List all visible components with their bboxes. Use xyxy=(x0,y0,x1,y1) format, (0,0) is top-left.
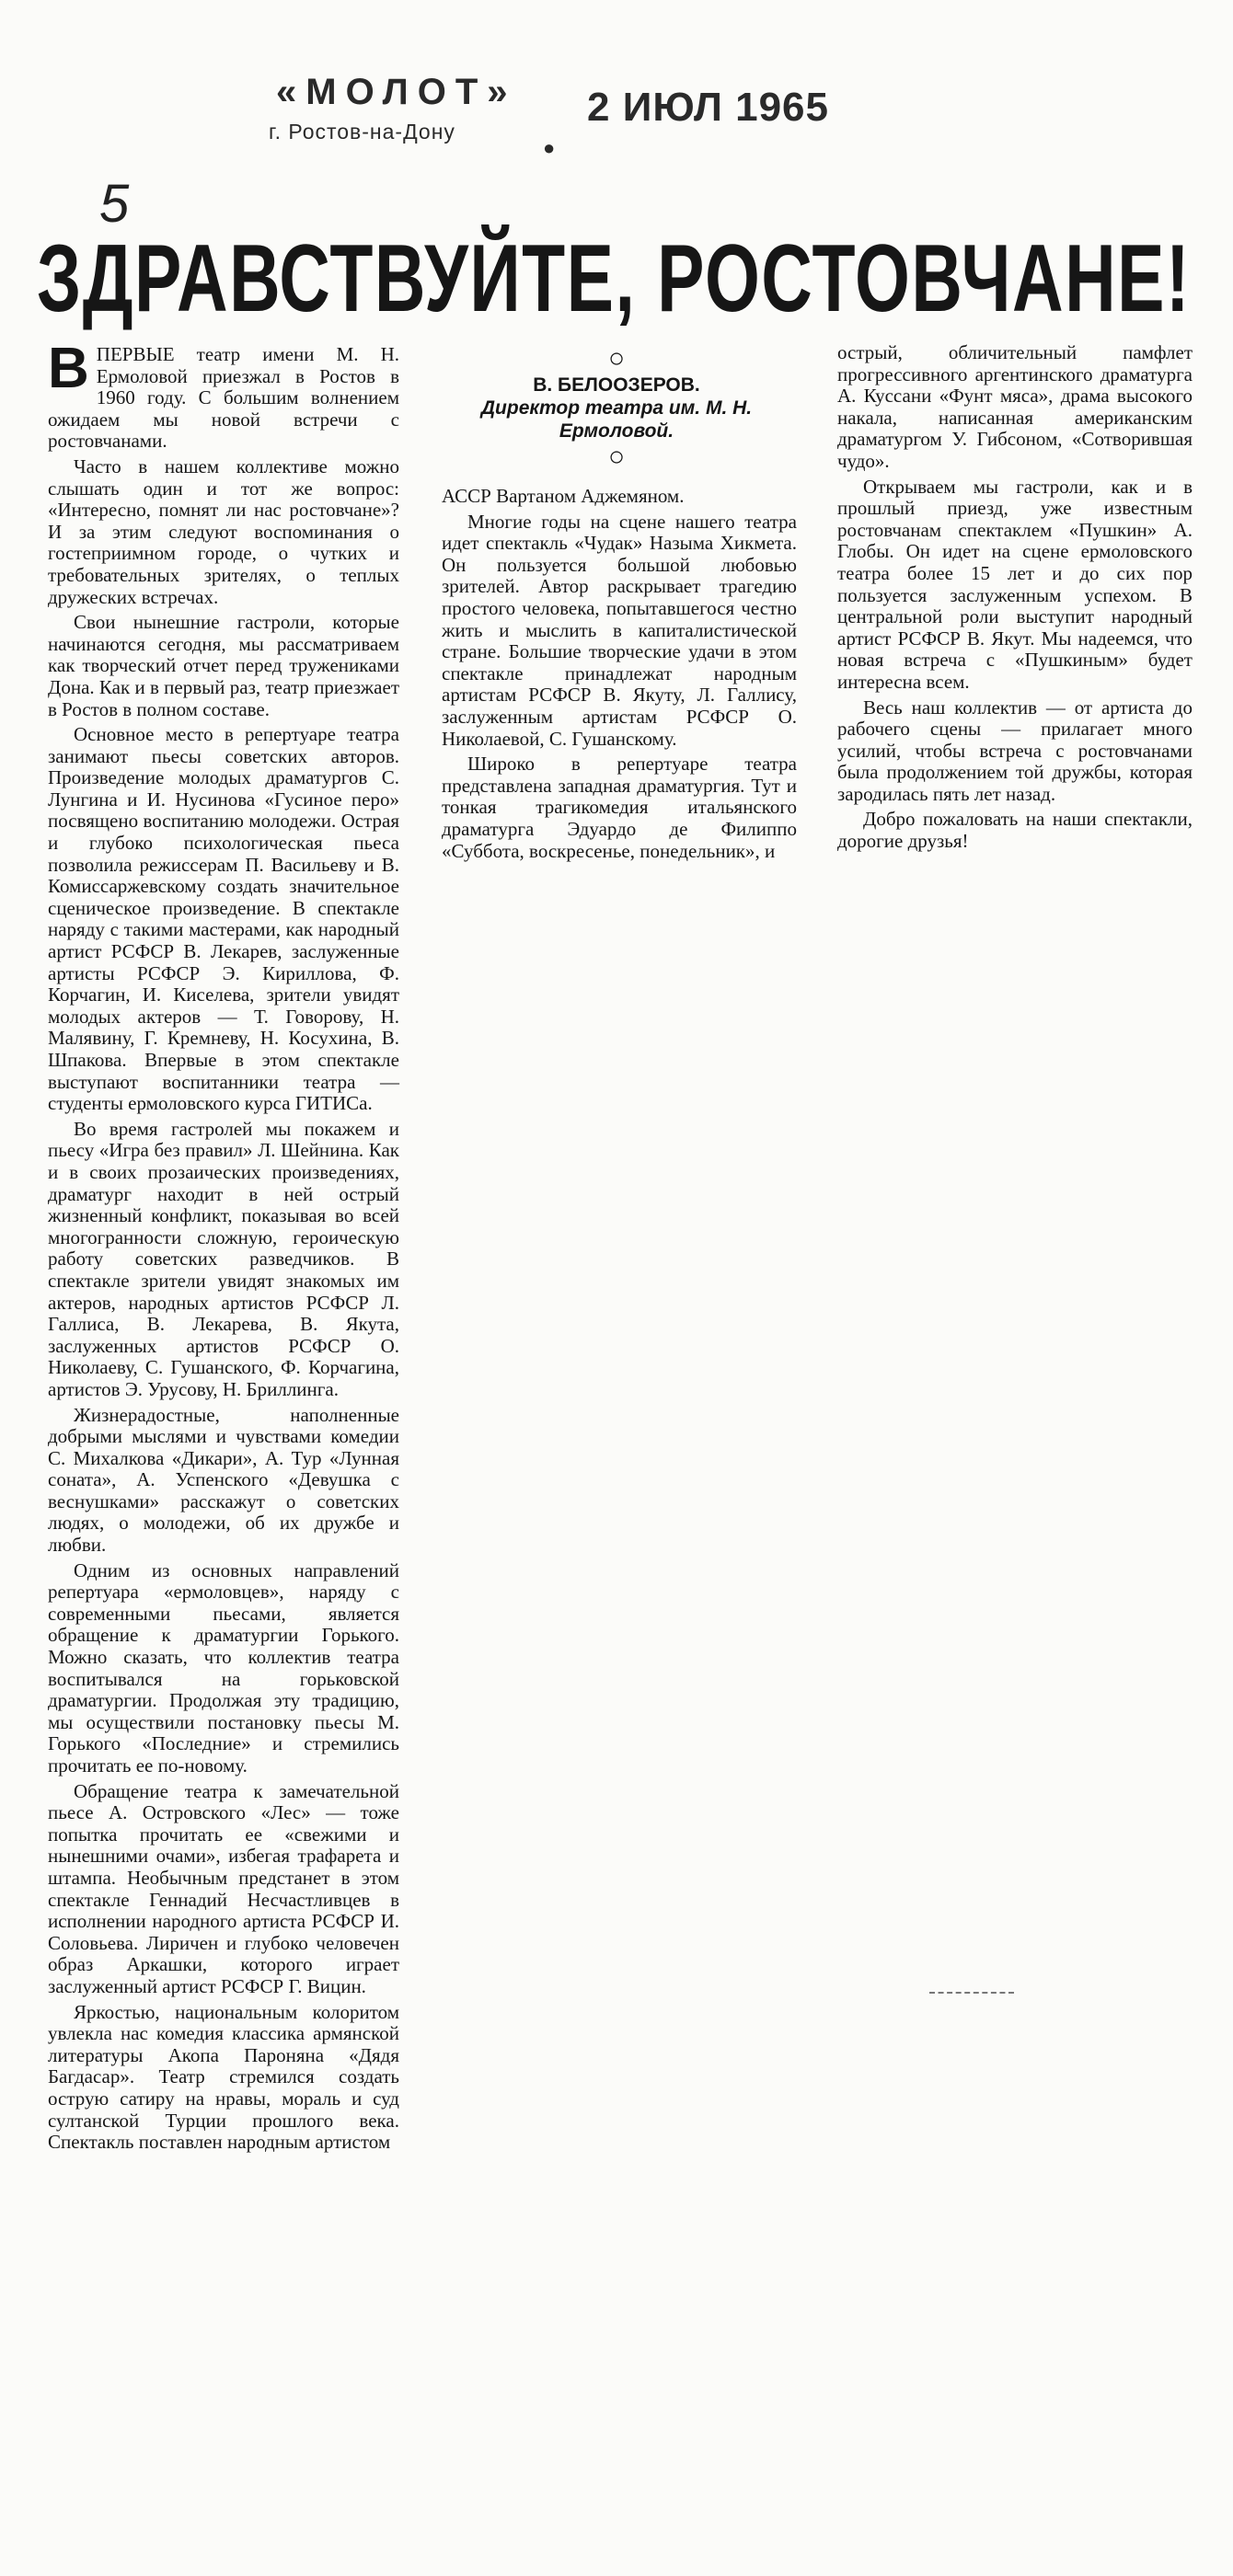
paragraph: АССР Вартаном Аджемяном. xyxy=(442,485,685,507)
stamp-date: 2 ИЮЛ 1965 xyxy=(587,85,829,130)
paragraph: Широко в репертуаре театра представлена западная драматургия. Тут и тонкая трагикомедия итальянского драматурга Эдуардо де Филиппо «Суббота, воскресенье, понедельник», и xyxy=(442,753,797,862)
handwritten-page-mark: 5 xyxy=(99,174,130,234)
paragraph: Во время гастролей мы покажем и пьесу «Игра без правил» Л. Шейнина. Как и в своих прозаических произведениях, драматург находит в ней острый жизненный конфликт, показывая во всей многогранности сложную, героическую работу советских разведчиков. В спектакле зрители увидят знакомых им актеров, народных артистов РСФСР Л. Галлиса, В. Лекарева, В. Якута, заслуженных артистов РСФСР О. Николаеву, С. Гушанского, Ф. Корчагина, артистов Э. Урусову, Н. Бриллинга. xyxy=(48,1117,399,1400)
paragraph: Обращение театра к замечательной пьесе А. Островского «Лес» — тоже попытка прочитать ее «свежими и нынешними очами», избегая трафарета и штампа. Необычным предстанет в этом спектакле Геннадий Несчастливцев в исполнении народного артиста РСФСР И. Соловьева. Лиричен и глубоко человечен образ Аркашки, которого играет заслуженный артист РСФСР Г. Вицин. xyxy=(48,1779,399,1997)
ornament-ring-top: ○ xyxy=(607,343,626,374)
paragraph: Многие годы на сцене нашего театра идет спектакль «Чудак» Назыма Хикмета. Он пользуется большой любовью зрителей. Автор раскрывает трагедию простого человека, попытавшегося честно жить и мыслить в капиталистической стране. Большие творческие удачи в этом спектакле принадлежат народным артистам РСФСР В. Якуту, Л. Галлису, заслуженным артистам РСФСР О. Николаевой, С. Гушанскому. xyxy=(442,510,797,750)
paragraph: Одним из основных направлений репертуара «ермоловцев», наряду с современными пьесами, является обращение к драматургии Горького. Можно сказать, что коллектив театра воспитывался на горьковской драматургии. Продолжая эту традицию, мы осуществили постановку пьесы М. Горького «Последние» и стремились прочитать ее по-новому. xyxy=(48,1558,399,1777)
headline: ЗДРАВСТВУЙТЕ, РОСТОВЧАНЕ! xyxy=(37,225,1192,332)
article-column-3 xyxy=(837,342,1193,857)
article-column-1 xyxy=(48,337,399,2157)
stamp-bullet: ● xyxy=(543,136,556,159)
end-dash-mark xyxy=(929,1992,1014,1994)
author-name: В. БЕЛООЗЕРОВ. xyxy=(533,374,700,396)
ornament-ring-bottom: ○ xyxy=(607,442,626,472)
author-title: Директор театра им. М. Н. Ермоловой. xyxy=(480,397,753,442)
paragraph: Яркостью, национальным колоритом увлекла нас комедия классика армянской литературы Акопа Пароняна «Дядя Багдасар». Театр стремился создать острую сатиру на нравы, мораль и суд султанской Турции прошлого века. Спектакль поставлен народным артистом xyxy=(48,2000,399,2154)
paragraph: Добро пожаловать на наши спектакли, дорогие друзья! xyxy=(837,808,1193,853)
drop-cap: В xyxy=(48,337,89,400)
paragraph: ВПЕРВЫЕ театр имени М. Н. Ермоловой приезжал в Ростов в 1960 году. С большим волнением ожидаем мы новой встречи с ростовчанами. xyxy=(48,337,399,453)
paragraph: Жизнерадостные, наполненные добрыми мыслями и чувствами комедии С. Михалкова «Дикари», А. Тур «Лунная соната», А. Успенского «Девушка с веснушками» расскажут о советских людях, о молодежи, об их дружбе и любви. xyxy=(48,1403,399,1557)
article-column-2 xyxy=(442,486,797,866)
paragraph: Часто в нашем коллективе можно слышать один и тот же вопрос: «Интересно, помнят ли нас ростовчане»? И за этим следуют воспоминания о гостеприимном городе, о чутких и требовательных зрителях, о теплых дружеских встречах. xyxy=(48,454,399,608)
paragraph: Основное место в репертуаре театра занимают пьесы советских авторов. Произведение молодых драматургов С. Лунгина и И. Нусинова «Гусиное перо» посвящено воспитанию молодежи. Острая и глубоко психологическая пьеса позволила режиссерам П. Васильеву и В. Комиссаржевскому создать значительное сценическое произведение. В спектакле наряду с такими мастерами, как народный артист РСФСР В. Лекарев, заслуженные артисты РСФСР Э. Кириллова, Ф. Корчагин, И. Киселева, зрители увидят молодых актеров — Т. Говорову, Н. Малявину, Г. Кремневу, Н. Косухина, В. Шпакова. Впервые в этом спектакле выступают воспитанники театра — студенты ермоловского курса ГИТИСа. xyxy=(48,723,399,1115)
paragraph: острый, обличительный памфлет прогрессивного аргентинского драматурга А. Куссани «Фунт мяса», драма высокого накала, написанная американским драматургом У. Гибсоном, «Сотворившая чудо». xyxy=(837,341,1193,472)
newspaper-city: г. Ростов-на-Дону xyxy=(269,120,455,144)
newspaper-name: «МОЛОТ» xyxy=(276,72,517,112)
paragraph: Свои нынешние гастроли, которые начинаются сегодня, мы рассматриваем как творческий отчет перед тружениками Дона. Как и в первый раз, театр приезжает в Ростов в полном составе. xyxy=(48,611,399,720)
paragraph: Весь наш коллектив — от артиста до рабочего сцены — прилагает много усилий, чтобы встреча с ростовчанами была продолжением той дружбы, которая зародилась пять лет назад. xyxy=(837,696,1193,805)
paragraph: Открываем мы гастроли, как и в прошлый приезд, уже известным ростовчанам спектаклем «Пушкин» А. Глобы. Он идет на сцене ермоловского театра более 15 лет и до сих пор пользуется заслуженным успехом. В центральной роли выступит народный артист РСФСР В. Якут. Мы надеемся, что новая встреча с «Пушкиным» будет интересна всем. xyxy=(837,475,1193,693)
byline xyxy=(442,344,791,472)
